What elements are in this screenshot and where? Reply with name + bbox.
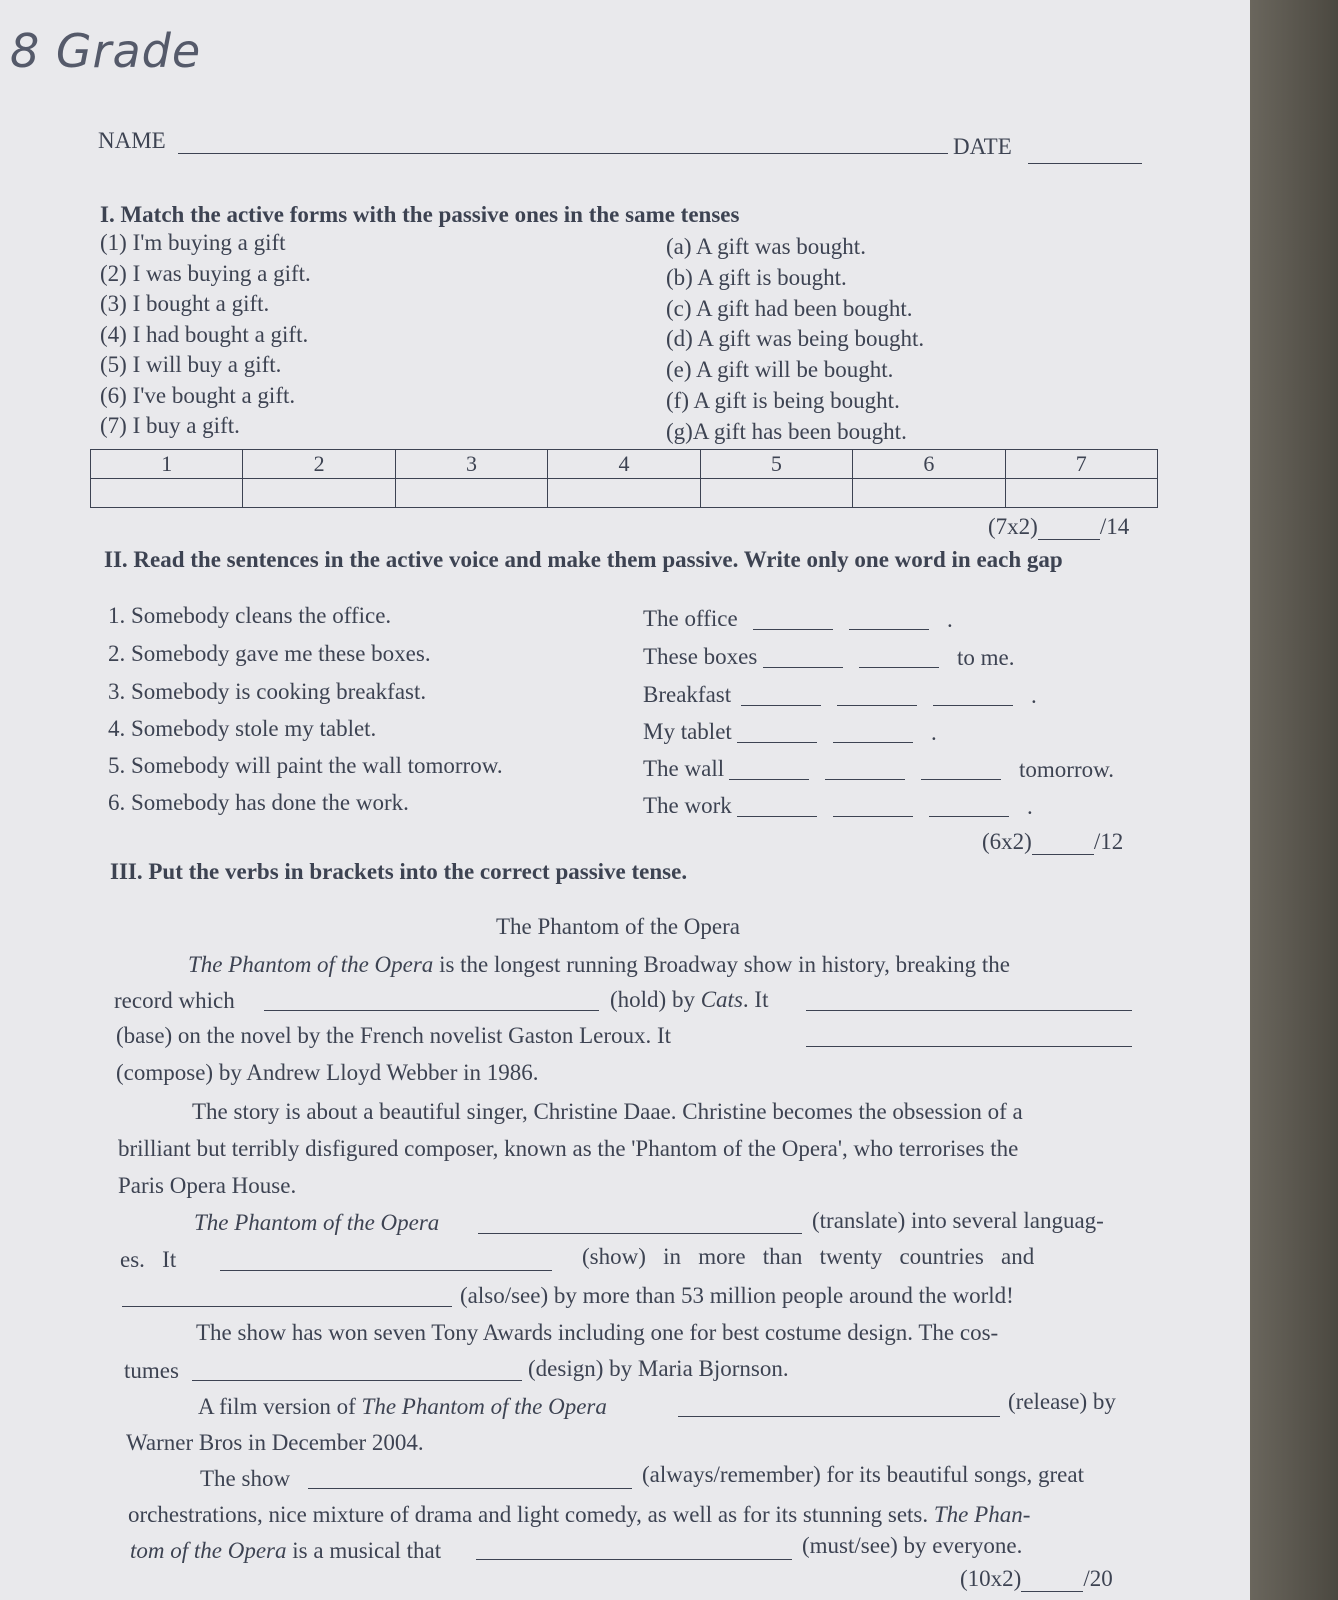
paragraph-line: record which <box>114 988 235 1013</box>
passive-end: . <box>931 720 937 745</box>
section1-score <box>988 514 1129 540</box>
table-header: 3 <box>395 450 547 479</box>
active-form-item: (6) I've bought a gift. <box>100 382 296 408</box>
background-surface <box>1250 0 1338 1600</box>
answer-cell[interactable] <box>853 479 1005 508</box>
blank-translate[interactable] <box>478 1213 802 1234</box>
paragraph-line: The show has won seven Tony Awards including one for best costume design. The cos- <box>196 1320 999 1345</box>
score-formula: (10x2) <box>960 1566 1022 1591</box>
passive-end: tomorrow. <box>1019 757 1114 782</box>
score-total: /12 <box>1093 829 1124 854</box>
blank-hold[interactable] <box>264 990 599 1011</box>
answer-blank[interactable] <box>833 796 913 817</box>
score-field[interactable] <box>1038 519 1100 540</box>
passive-start: The wall <box>643 756 725 781</box>
table-header: 6 <box>853 450 1005 479</box>
table-header: 2 <box>243 450 395 479</box>
passive-end: . <box>1027 794 1033 819</box>
passive-form-item: (e) A gift will be bought. <box>666 357 894 383</box>
paragraph-line: The story is about a beautiful singer, Christine Daae. Christine becomes the obsession of a <box>192 1099 1023 1124</box>
section3-score <box>960 1566 1113 1592</box>
active-sentence: 5. Somebody will paint the wall tomorrow. <box>108 753 503 778</box>
answer-cell[interactable] <box>548 479 700 508</box>
answer-cell[interactable] <box>243 479 395 508</box>
active-sentence: 2. Somebody gave me these boxes. <box>108 641 431 666</box>
answer-blank[interactable] <box>753 609 833 630</box>
paragraph-line: A film version of The Phantom of the Opera <box>198 1394 607 1419</box>
paragraph-line: brilliant but terribly disfigured composer, known as the 'Phantom of the Opera', who terrorises the <box>118 1136 1019 1161</box>
passive-form-item: (g)A gift has been bought. <box>666 418 907 444</box>
passive-end: . <box>1031 683 1037 708</box>
score-total: /20 <box>1083 1566 1113 1591</box>
answer-blank[interactable] <box>933 685 1013 706</box>
story-title: The Phantom of the Opera <box>496 914 740 939</box>
answer-blank[interactable] <box>729 759 809 780</box>
paragraph-line: (also/see) by more than 53 million people around the world! <box>460 1283 1014 1308</box>
passive-start: Breakfast <box>643 682 732 707</box>
score-field[interactable] <box>1021 1571 1083 1592</box>
passive-form-item: (d) A gift was being bought. <box>666 326 925 352</box>
passive-start: These boxes <box>643 644 758 669</box>
passive-form-item: (c) A gift had been bought. <box>666 295 913 321</box>
passive-form-item: (f) A gift is being bought. <box>666 388 900 413</box>
paragraph-line: tumes <box>124 1358 179 1383</box>
name-label: NAME <box>98 128 166 153</box>
table-header: 7 <box>1005 450 1157 479</box>
active-sentence: 1. Somebody cleans the office. <box>108 603 392 628</box>
section1-title: I. Match the active forms with the passive ones in the same tenses <box>100 202 740 227</box>
active-form-item: (2) I was buying a gift. <box>100 260 311 286</box>
active-form-item: (7) I buy a gift. <box>100 413 240 438</box>
paragraph-line: Paris Opera House. <box>118 1173 297 1198</box>
paragraph-line: orchestrations, nice mixture of drama and light comedy, as well as for its stunning sets. The Phan- <box>128 1502 1031 1527</box>
score-formula: (6x2) <box>982 829 1032 854</box>
paragraph-line: tom of the Opera is a musical that <box>130 1538 442 1563</box>
section3-title: III. Put the verbs in brackets into the correct passive tense. <box>110 859 688 884</box>
paragraph-line: The show <box>200 1466 291 1491</box>
answer-blank[interactable] <box>737 722 817 743</box>
paragraph-line: (design) by Maria Bjornson. <box>528 1356 789 1381</box>
passive-start: The work <box>643 793 732 818</box>
paragraph-line: (show) in more than twenty countries and <box>582 1244 1035 1269</box>
passive-end: to me. <box>957 645 1015 670</box>
answer-cell[interactable] <box>91 479 243 508</box>
active-sentence: 6. Somebody has done the work. <box>108 790 409 815</box>
answer-blank[interactable] <box>737 796 817 817</box>
answer-cell[interactable] <box>1005 479 1157 508</box>
answer-blank[interactable] <box>929 796 1009 817</box>
passive-start: The office <box>643 606 738 631</box>
paragraph-line: (must/see) by everyone. <box>802 1533 1023 1558</box>
answer-blank[interactable] <box>833 722 913 743</box>
blank-always-remember[interactable] <box>308 1468 632 1489</box>
handwritten-grade: 8 Grade <box>10 24 202 78</box>
table-header: 1 <box>91 450 243 479</box>
answer-blank[interactable] <box>859 647 939 668</box>
active-form-item: (3) I bought a gift. <box>100 291 270 316</box>
paragraph-line: Warner Bros in December 2004. <box>126 1430 424 1455</box>
blank-also-see[interactable] <box>122 1286 452 1307</box>
paragraph-line: (compose) by Andrew Lloyd Webber in 1986. <box>116 1060 539 1085</box>
paragraph-line: (always/remember) for its beautiful songs, great <box>642 1462 1084 1487</box>
score-field[interactable] <box>1032 834 1094 855</box>
passive-form-item: (b) A gift is bought. <box>666 264 847 290</box>
date-label: DATE <box>953 134 1012 159</box>
answer-table <box>90 449 1158 508</box>
table-header: 5 <box>700 450 852 479</box>
paragraph-line: (translate) into several languag- <box>812 1208 1104 1233</box>
date-field[interactable] <box>1028 143 1142 164</box>
answer-blank[interactable] <box>921 759 1001 780</box>
table-header: 4 <box>548 450 700 479</box>
active-sentence: 4. Somebody stole my tablet. <box>108 716 377 741</box>
answer-cell[interactable] <box>700 479 852 508</box>
answer-blank[interactable] <box>837 685 917 706</box>
score-total: /14 <box>1099 514 1130 539</box>
paragraph-line: (release) by <box>1008 1389 1116 1414</box>
active-sentence: 3. Somebody is cooking breakfast. <box>108 679 427 704</box>
blank-show[interactable] <box>220 1250 552 1271</box>
answer-blank[interactable] <box>825 759 905 780</box>
name-field[interactable] <box>178 133 948 154</box>
paragraph-line: (base) on the novel by the French novelist Gaston Leroux. It <box>116 1023 672 1048</box>
passive-start: My tablet <box>643 719 732 744</box>
blank-compose[interactable] <box>806 1026 1132 1047</box>
paragraph-line: (hold) by Cats. It <box>610 987 769 1012</box>
blank-base[interactable] <box>806 990 1132 1011</box>
passive-end: . <box>947 607 953 632</box>
blank-release[interactable] <box>678 1396 1000 1417</box>
paragraph-line: es. It <box>120 1247 177 1272</box>
section2-score <box>982 829 1123 855</box>
answer-blank[interactable] <box>849 609 929 630</box>
passive-form-item: (a) A gift was bought. <box>666 234 866 259</box>
answer-cell[interactable] <box>395 479 547 508</box>
score-formula: (7x2) <box>988 514 1038 539</box>
blank-design[interactable] <box>192 1360 522 1381</box>
active-form-item: (5) I will buy a gift. <box>100 352 282 377</box>
active-form-item: (1) I'm buying a gift <box>100 230 286 255</box>
active-form-item: (4) I had bought a gift. <box>100 321 309 347</box>
answer-blank[interactable] <box>741 685 821 706</box>
answer-blank[interactable] <box>763 647 843 668</box>
blank-must-see[interactable] <box>476 1539 792 1560</box>
paragraph-line: The Phantom of the Opera is the longest running Broadway show in history, breaking the <box>188 952 1010 977</box>
paragraph-line: The Phantom of the Opera <box>194 1210 440 1235</box>
section2-title: II. Read the sentences in the active voice and make them passive. Write only one word in each gap <box>104 547 1063 572</box>
